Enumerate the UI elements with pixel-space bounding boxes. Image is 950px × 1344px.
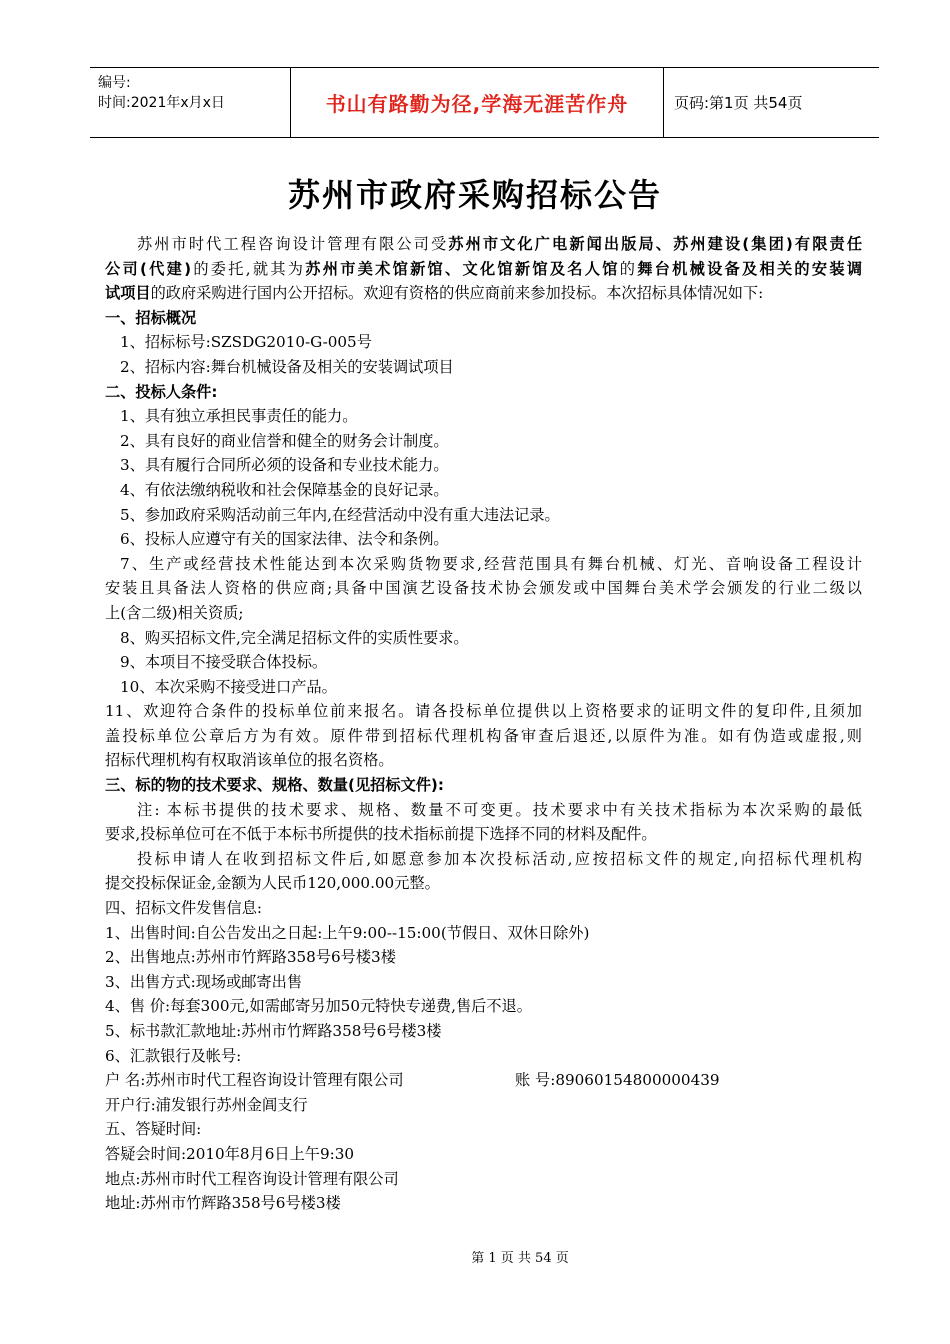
list-item: 地址:苏州市竹辉路358号6号楼3楼 xyxy=(105,1194,341,1213)
list-item: 6、汇款银行及帐号: xyxy=(105,1046,242,1065)
list-item: 2、招标内容:舞台机械设备及相关的安装调试项目 xyxy=(120,357,454,376)
doc-number: 编号: xyxy=(98,75,131,91)
intro-text: 的委托,就其为 xyxy=(191,259,306,278)
header-table xyxy=(90,67,879,138)
header-motto-cell xyxy=(291,68,664,137)
account-number: 账 号:89060154800000439 xyxy=(515,1071,720,1090)
intro-line xyxy=(105,232,862,257)
list-item: 6、投标人应遵守有关的国家法律、法令和条例。 xyxy=(120,530,449,549)
list-item: 2、出售地点:苏州市竹辉路358号6号楼3楼 xyxy=(105,948,396,967)
intro-text: 的政府采购进行国内公开招标。欢迎有资格的供应商前来参加投标。本次招标具体情况如下: xyxy=(150,284,764,303)
intro-project: 试项目 xyxy=(105,284,151,303)
intro-line xyxy=(105,281,862,306)
list-item: 10、本次采购不接受进口产品。 xyxy=(120,677,337,696)
list-item-continued: 上(含二级)相关资质; xyxy=(105,603,244,622)
list-item-continued: 盖投标单位公章后方为有效。原件带到招标代理机构备审查后退还,以原件为准。如有伪造或虚报,则 xyxy=(105,726,862,745)
section-heading: 三、标的物的技术要求、规格、数量(见招标文件): xyxy=(105,776,444,795)
list-item: 地点:苏州市时代工程咨询设计管理有限公司 xyxy=(105,1169,399,1188)
page-title: 苏州市政府采购招标公告 xyxy=(287,176,662,214)
list-item: 5、参加政府采购活动前三年内,在经营活动中没有重大违法记录。 xyxy=(120,505,560,524)
page-footer xyxy=(0,1247,950,1266)
list-item: 4、有依法缴纳税收和社会保障基金的良好记录。 xyxy=(120,480,449,499)
intro-client: 公司(代建) xyxy=(105,259,192,278)
note-line: 注: 本标书提供的技术要求、规格、数量不可变更。技术要求中有关技术指标为本次采购的最低 xyxy=(137,800,862,819)
list-item: 8、购买招标文件,完全满足招标文件的实质性要求。 xyxy=(120,628,469,647)
list-item: 3、具有履行合同所必须的设备和专业技术能力。 xyxy=(120,456,449,475)
account-name: 户 名:苏州市时代工程咨询设计管理有限公司 xyxy=(105,1071,404,1090)
intro-line xyxy=(105,257,862,282)
page-number: 页码:第1页 共54页 xyxy=(674,94,803,112)
header-page-cell xyxy=(664,68,879,137)
list-item: 7、生产或经营技术性能达到本次采购货物要求,经营范围具有舞台机械、灯光、音响设备工程设计 xyxy=(120,554,862,573)
section-heading: 一、招标概况 xyxy=(105,308,197,327)
list-item: 1、出售时间:自公告发出之日起:上午9:00--15:00(节假日、双休日除外) xyxy=(105,923,590,942)
bond-line: 提交投标保证金,金额为人民币120,000.00元整。 xyxy=(105,874,440,893)
motto: 书山有路勤为径,学海无涯苦作舟 xyxy=(325,92,629,116)
bank-line: 开户行:浦发银行苏州金阊支行 xyxy=(105,1095,308,1114)
list-item-continued: 安装且具备法人资格的供应商;具备中国演艺设备技术协会颁发或中国舞台美术学会颁发的行业二级以 xyxy=(105,579,862,598)
list-item: 2、具有良好的商业信誉和健全的财务会计制度。 xyxy=(120,431,449,450)
intro-project: 舞台机械设备及相关的安装调 xyxy=(637,259,863,278)
header-info-cell xyxy=(90,68,291,137)
list-item: 1、具有独立承担民事责任的能力。 xyxy=(120,407,358,426)
intro-text: 的 xyxy=(619,259,638,278)
document-body xyxy=(105,232,862,1216)
note-line: 要求,投标单位可在不低于本标书所提供的技术指标前提下选择不同的材料及配件。 xyxy=(105,825,657,844)
intro-client: 苏州市文化广电新闻出版局、苏州建设(集团)有限责任 xyxy=(448,235,863,253)
list-item: 4、售 价:每套300元,如需邮寄另加50元特快专递费,售后不退。 xyxy=(105,997,532,1016)
list-item-continued: 招标代理机构有权取消该单位的报名资格。 xyxy=(105,751,394,770)
list-item: 答疑会时间:2010年8月6日上午9:30 xyxy=(105,1144,355,1163)
list-item: 11、欢迎符合条件的投标单位前来报名。请各投标单位提供以上资格要求的证明文件的复印件,且须加 xyxy=(105,702,862,721)
list-item: 3、出售方式:现场或邮寄出售 xyxy=(105,972,303,991)
account-line xyxy=(105,1068,862,1093)
footer-page-number: 第 1 页 共 54 页 xyxy=(471,1251,569,1266)
section-heading: 四、招标文件发售信息: xyxy=(105,899,262,918)
intro-project: 苏州市美术馆新馆、文化馆新馆及名人馆 xyxy=(305,259,620,278)
section-heading: 二、投标人条件: xyxy=(105,382,218,401)
doc-date: 时间:2021年x月x日 xyxy=(98,95,225,111)
list-item: 1、招标标号:SZSDG2010-G-005号 xyxy=(120,333,372,352)
list-item: 9、本项目不接受联合体投标。 xyxy=(120,653,328,672)
list-item: 5、标书款汇款地址:苏州市竹辉路358号6号楼3楼 xyxy=(105,1022,442,1040)
section-heading: 五、答疑时间: xyxy=(105,1120,202,1139)
intro-text: 苏州市时代工程咨询设计管理有限公司受 xyxy=(137,235,449,253)
bond-line: 投标申请人在收到招标文件后,如愿意参加本次投标活动,应按招标文件的规定,向招标代理机构 xyxy=(137,849,862,868)
